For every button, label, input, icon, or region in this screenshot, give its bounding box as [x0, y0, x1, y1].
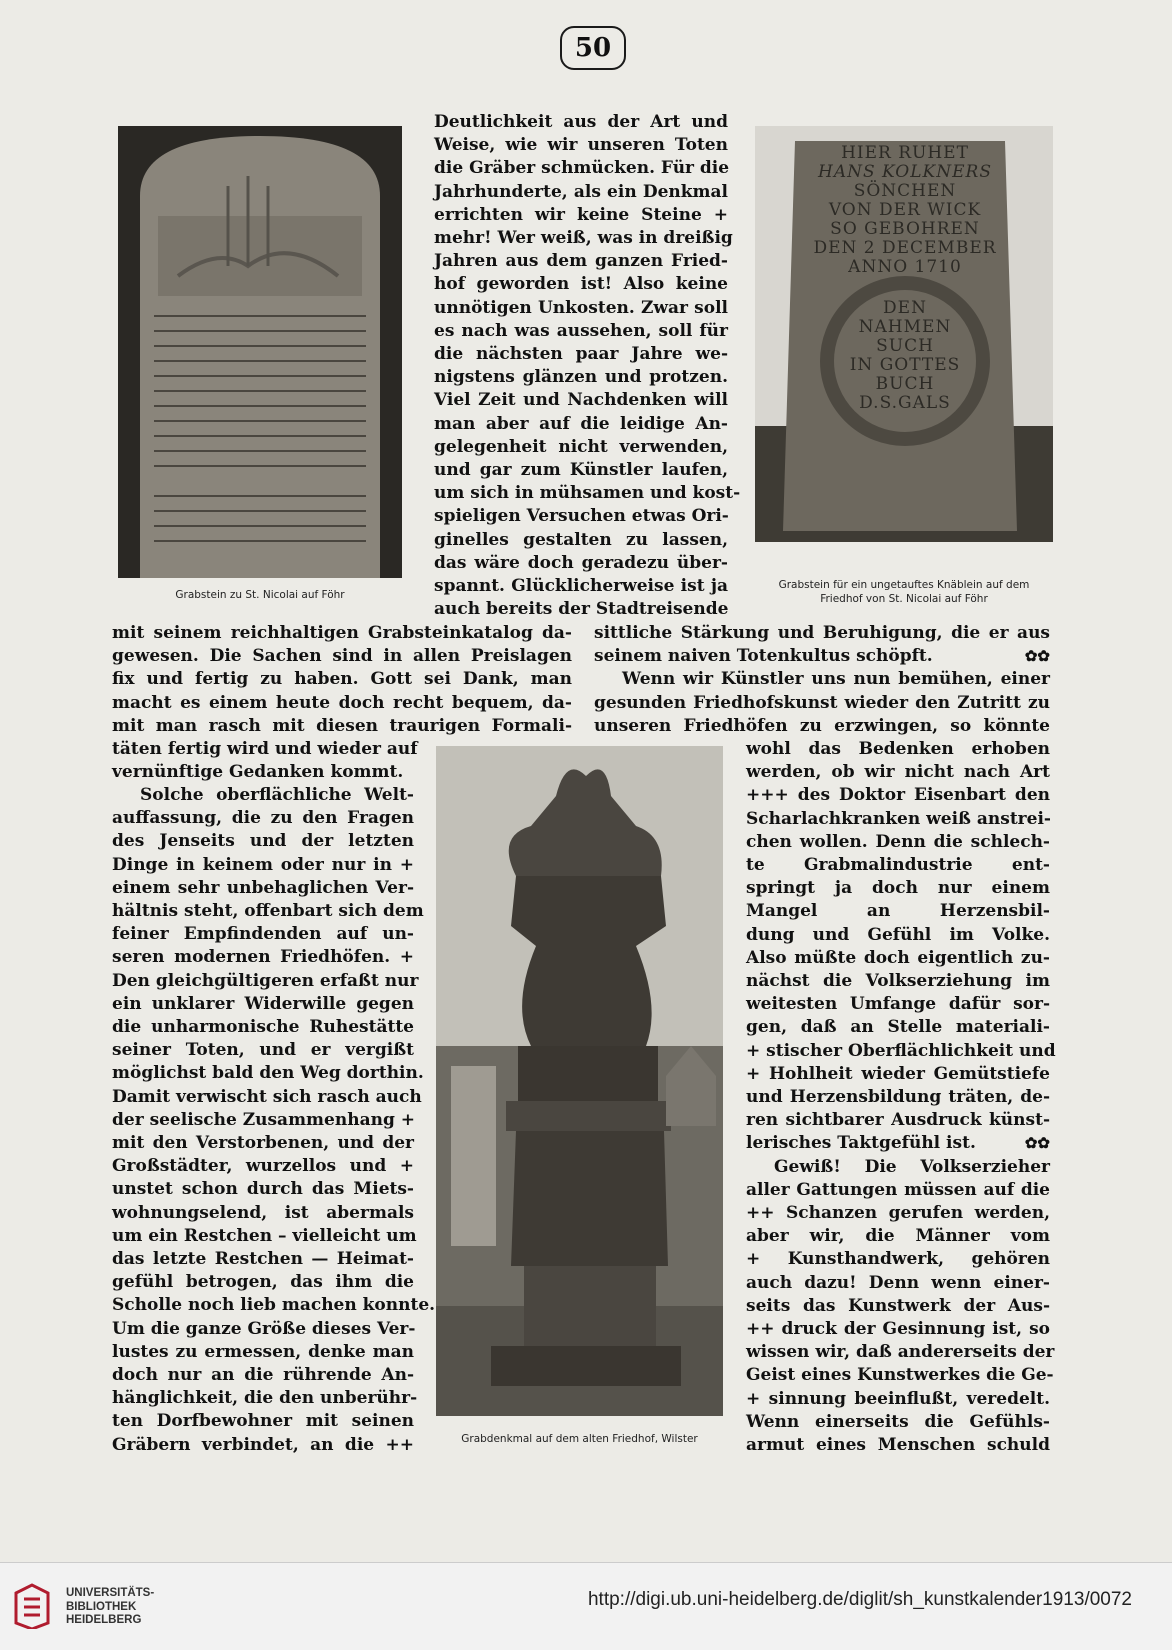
inscription-line: IN GOTTES	[849, 355, 961, 375]
text-line: dung und Gefühl im Volke.	[746, 924, 1050, 945]
text-line: ren sichtbarer Ausdruck künst-	[746, 1110, 1050, 1131]
text-line: der seelische Zusammenhang +	[112, 1109, 416, 1130]
inscription-line: D.S.GALS	[859, 393, 951, 413]
inscription-line: DEN 2 DECEMBER	[813, 238, 997, 258]
text-line: aller Gattungen müssen auf die	[746, 1179, 1050, 1200]
text-line: nächst die Volkserziehung im	[746, 971, 1050, 992]
text-line: ++ Schanzen gerufen werden,	[746, 1203, 1050, 1224]
text-line: aber wir, die Männer vom	[746, 1226, 1050, 1247]
text-line: wohl das Bedenken erhoben	[746, 739, 1050, 759]
text-line: werden, ob wir nicht nach Art	[746, 762, 1050, 783]
footer-bar	[0, 1562, 1172, 1650]
text-line: Viel Zeit und Nachdenken will	[434, 390, 728, 411]
text-line: das wäre doch geradezu über-	[434, 552, 728, 573]
text-line: unnötigen Unkosten. Zwar soll	[434, 297, 728, 318]
text-line: Damit verwischt sich rasch auch	[112, 1086, 422, 1107]
text-line: spannt. Glücklicherweise ist ja	[434, 576, 728, 597]
gravestone-photo-left	[118, 126, 402, 578]
text-line: gelegenheit nicht verwenden,	[434, 436, 728, 457]
inscription-line: HIER RUHET	[841, 143, 969, 163]
inscription-line: SO GEBOHREN	[830, 219, 980, 239]
text-line: Mangel an Herzensbil-	[746, 901, 1050, 922]
gravestone-left-image	[118, 126, 402, 578]
ornament-icon: ✿✿	[1024, 647, 1050, 666]
inscription-line: HANS KOLKNERS	[818, 162, 992, 182]
inscription-line: ANNO 1710	[848, 257, 962, 277]
text-line: Jahrhunderte, als ein Denkmal	[434, 181, 728, 202]
text-column-right	[746, 738, 1056, 1457]
text-line: Solche oberflächliche Welt-	[140, 785, 414, 805]
text-line: macht es einem heute doch recht bequem, da-	[112, 692, 572, 713]
text-line: + Kunsthandwerk, gehören	[746, 1249, 1050, 1270]
text-line: des Jenseits und der letzten	[112, 831, 414, 852]
inscription-line: SUCH	[876, 336, 934, 356]
text-line: doch nur an die rührende An-	[112, 1365, 414, 1386]
text-line: te Grabmalindustrie ent-	[746, 855, 1050, 876]
inscription-line: NAHMEN	[858, 317, 952, 337]
text-line: Also müßte doch eigentlich zu-	[746, 947, 1050, 968]
text-line: mehr! Wer weiß, was in dreißig	[434, 228, 733, 249]
text-line: gefühl betrogen, das ihm die	[112, 1272, 414, 1293]
text-line: Deutlichkeit aus der Art und	[434, 112, 728, 132]
text-line: und Herzensbildung träten, de-	[746, 1087, 1050, 1108]
text-line: fix und fertig zu haben. Gott sei Dank, man	[112, 669, 572, 690]
text-line: Scharlachkranken weiß anstrei-	[746, 808, 1051, 829]
monument-center-image	[436, 746, 723, 1416]
text-line: seren modernen Friedhöfen. +	[112, 947, 414, 968]
page-number: 50	[560, 26, 626, 70]
text-line: vernünftige Gedanken kommt.	[112, 762, 404, 783]
text-line: möglichst bald den Weg dorthin.	[112, 1063, 424, 1084]
text-line: spieligen Versuchen etwas Ori-	[434, 506, 729, 527]
text-line: Jahren aus dem ganzen Fried-	[434, 251, 728, 272]
text-line: + stischer Oberflächlichkeit und	[746, 1040, 1056, 1061]
text-line: mit den Verstorbenen, und der	[112, 1133, 414, 1154]
logo-line: UNIVERSITÄTS-	[66, 1587, 155, 1599]
caption-right-line: Grabstein für ein ungetauftes Knäblein auf dem	[778, 579, 1030, 591]
text-line: Den gleichgültigeren erfaßt nur	[112, 970, 419, 991]
inscription	[795, 144, 1015, 413]
text-line: seiner Toten, und er vergißt	[112, 1040, 414, 1061]
inscription-line: VON DER WICK	[828, 200, 982, 220]
text-line: unstet schon durch das Miets-	[112, 1179, 414, 1200]
monument-photo-center	[436, 746, 723, 1416]
text-line: um sich in mühsamen und kost-	[434, 483, 741, 504]
text-line: lustes zu ermessen, denke man	[112, 1341, 414, 1362]
text-line: Wenn einerseits die Gefühls-	[746, 1411, 1050, 1432]
gravestone-photo-right	[755, 126, 1053, 542]
text-line: Wenn wir Künstler uns nun bemühen, einer	[622, 669, 1050, 690]
text-line: die Gräber schmücken. Für die	[434, 158, 730, 179]
text-line: seits das Kunstwerk der Aus-	[746, 1295, 1050, 1316]
text-line: ginelles gestalten zu lassen,	[434, 529, 728, 550]
text-line: Dinge in keinem oder nur in +	[112, 854, 414, 875]
text-line: wohnungselend, ist abermals	[112, 1202, 414, 1223]
text-line: ein unklarer Widerwille gegen	[112, 993, 414, 1014]
text-line: chen wollen. Denn die schlech-	[746, 831, 1050, 852]
inscription-line: BUCH	[875, 374, 935, 394]
text-mid-left	[112, 622, 572, 784]
text-line: es nach was aussehen, soll für	[434, 320, 728, 341]
text-line: Gräbern verbindet, an die ++	[112, 1434, 414, 1455]
text-line: einem sehr unbehaglichen Ver-	[112, 877, 414, 898]
text-line: weitesten Umfange dafür sor-	[746, 994, 1050, 1015]
permalink-url[interactable]: http://digi.ub.uni-heidelberg.de/diglit/sh_kunstkalender1913/0072	[587, 1589, 1132, 1610]
text-line: wissen wir, daß andererseits der	[746, 1342, 1055, 1363]
text-line: nigstens glänzen und protzen.	[434, 367, 728, 388]
text-line: errichten wir keine Steine +	[434, 204, 728, 225]
text-line: + Hohlheit wieder Gemütstiefe	[746, 1063, 1050, 1084]
text-line: Scholle noch lieb machen konnte.	[112, 1295, 436, 1316]
text-mid-right	[594, 622, 1050, 738]
caption-right-photo	[755, 578, 1053, 606]
inscription-line: SÖNCHEN	[853, 181, 957, 201]
text-line: springt ja doch nur einem	[746, 878, 1050, 899]
text-column-top-center	[434, 111, 741, 621]
text-line: ++ druck der Gesinnung ist, so	[746, 1319, 1050, 1340]
text-line: um ein Restchen – vielleicht um	[112, 1225, 417, 1246]
text-line: auffassung, die zu den Fragen	[112, 808, 414, 829]
text-line-content: lerisches Taktgefühl ist.	[746, 1133, 976, 1154]
text-line: täten fertig wird und wieder auf	[112, 739, 418, 760]
text-line	[746, 1132, 1050, 1155]
text-line: die unharmonische Ruhestätte	[112, 1017, 414, 1038]
caption-left-photo: Grabstein zu St. Nicolai auf Föhr	[175, 589, 345, 601]
text-line: auch bereits der Stadtreisende	[434, 599, 729, 620]
text-line: das letzte Restchen — Heimat-	[112, 1249, 414, 1270]
text-line: Großstädter, wurzellos und +	[112, 1156, 414, 1177]
text-line: die nächsten paar Jahre we-	[434, 344, 728, 365]
text-line: gewesen. Die Sachen sind in allen Preislagen	[112, 646, 572, 667]
text-line: armut eines Menschen schuld	[746, 1435, 1050, 1456]
text-line: auch dazu! Denn wenn einer-	[746, 1272, 1050, 1293]
text-line: mit man rasch mit diesen traurigen Formali-	[112, 715, 572, 736]
text-line: ten Dorfbewohner mit seinen	[112, 1411, 414, 1432]
text-line: feiner Empfindenden auf un-	[112, 924, 414, 945]
text-line: hältnis steht, offenbart sich dem	[112, 901, 424, 922]
caption-center-photo: Grabdenkmal auf dem alten Friedhof, Wilster	[461, 1433, 698, 1445]
text-line: Weise, wie wir unseren Toten	[434, 135, 728, 156]
text-line: unseren Friedhöfen zu erzwingen, so könnte	[594, 715, 1050, 736]
text-line: + sinnung beeinflußt, veredelt.	[746, 1388, 1050, 1409]
text-line: man aber auf die leidige An-	[434, 413, 728, 434]
logo-line: HEIDELBERG	[66, 1614, 142, 1626]
ornament-icon: ✿✿	[1024, 1134, 1050, 1153]
text-line: Um die ganze Größe dieses Ver-	[112, 1318, 416, 1339]
text-column-left	[112, 784, 436, 1457]
text-line: Geist eines Kunstwerkes die Ge-	[746, 1365, 1054, 1386]
inscription-line: DEN	[883, 298, 927, 318]
text-line: und gar zum Künstler laufen,	[434, 460, 728, 481]
text-line: Gewiß! Die Volkserzieher	[774, 1156, 1050, 1177]
text-line: sittliche Stärkung und Beruhigung, die er aus	[594, 623, 1050, 643]
text-line: gesunden Friedhofskunst wieder den Zutritt zu	[594, 692, 1050, 713]
logo-line: BIBLIOTHEK	[66, 1600, 137, 1613]
text-line: +++ des Doktor Eisenbart den	[746, 785, 1050, 806]
text-line: hof geworden ist! Also keine	[434, 274, 728, 295]
text-line-content: seinem naiven Totenkultus schöpft.	[594, 646, 933, 667]
text-line: gen, daß an Stelle materiali-	[746, 1017, 1050, 1038]
library-logo-icon[interactable]	[12, 1583, 52, 1629]
library-logo-text	[66, 1587, 154, 1628]
text-line: mit seinem reichhaltigen Grabsteinkatalog da-	[112, 623, 572, 643]
text-line	[594, 645, 1050, 668]
caption-right-line: Friedhof von St. Nicolai auf Föhr	[820, 593, 988, 605]
text-line: hänglichkeit, die den unberühr-	[112, 1388, 418, 1409]
